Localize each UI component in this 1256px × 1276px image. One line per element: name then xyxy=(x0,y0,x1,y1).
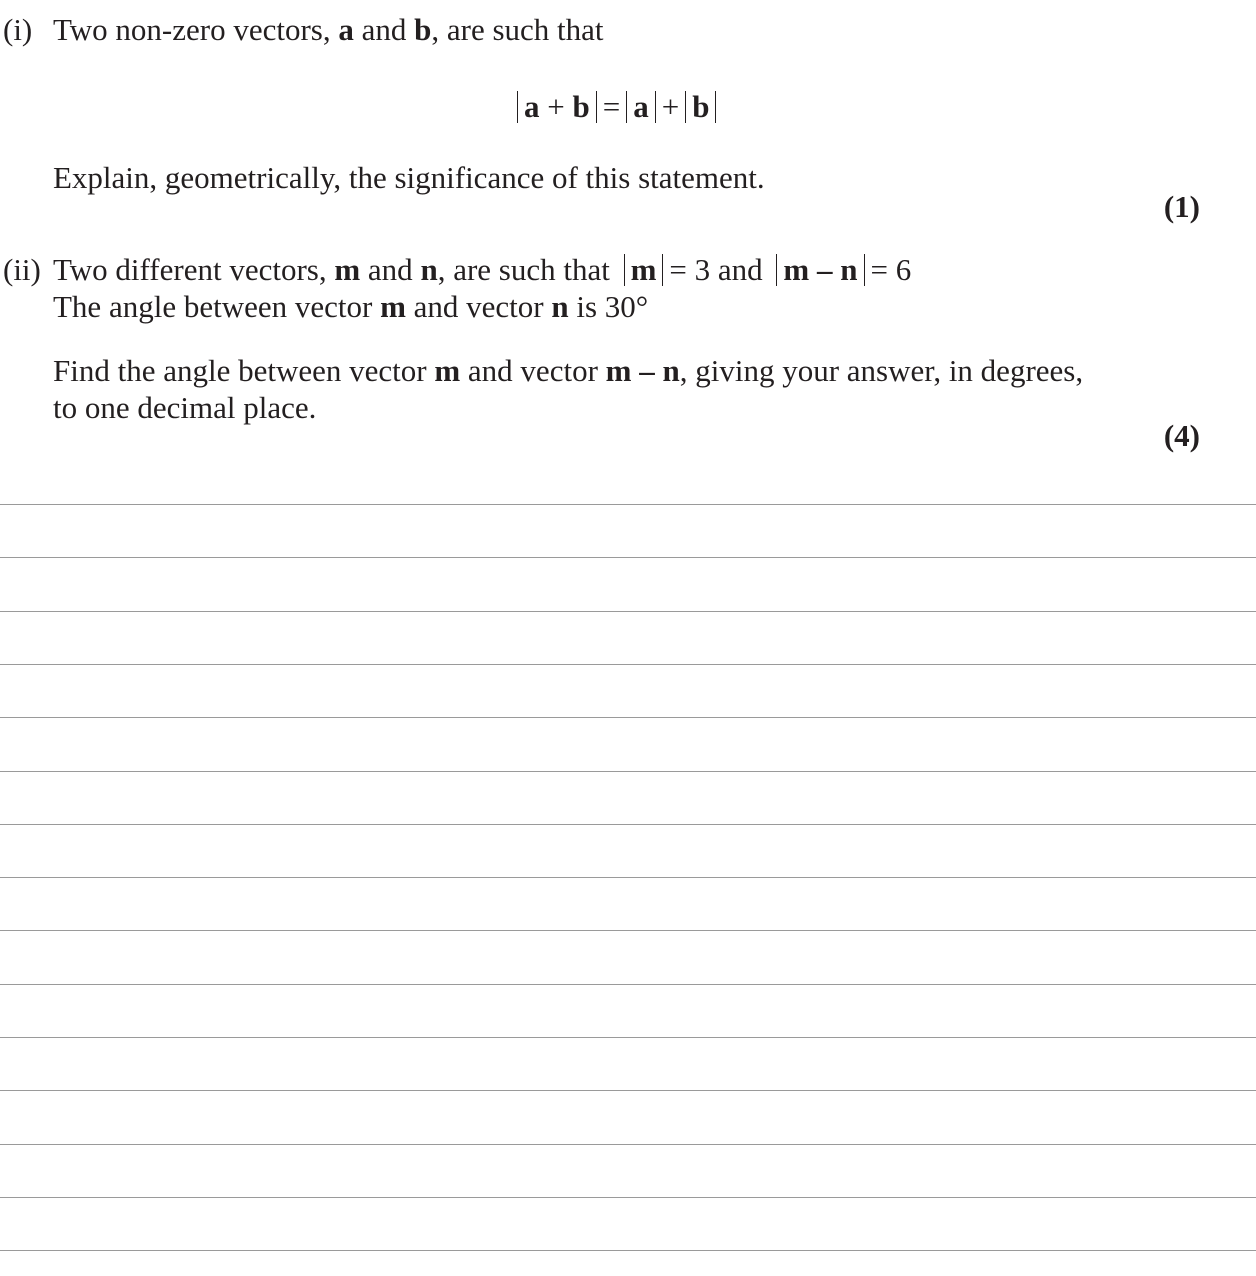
answer-line xyxy=(0,1250,1256,1251)
answer-line xyxy=(0,771,1256,772)
part-i-intro: Two non-zero vectors, a and b, are such that xyxy=(53,12,604,47)
equation: a + b = a + b xyxy=(511,88,722,125)
answer-line xyxy=(0,984,1256,985)
part-ii-line2: The angle between vector m and vector n is 30° xyxy=(53,289,649,324)
answer-line xyxy=(0,824,1256,825)
part-i-label: (i) xyxy=(3,12,33,47)
vector-a: a xyxy=(338,12,354,47)
answer-line xyxy=(0,930,1256,931)
answer-line xyxy=(0,1144,1256,1145)
part-ii-line1: Two different vectors, m and n, are such that m = 3 and m – n = 6 xyxy=(53,252,912,287)
answer-line xyxy=(0,557,1256,558)
answer-line xyxy=(0,504,1256,505)
answer-line xyxy=(0,1090,1256,1091)
part-ii-find: Find the angle between vector m and vector m – n, giving your answer, in degrees, xyxy=(53,353,1084,388)
vector-b: b xyxy=(414,12,432,47)
part-ii-marks: (4) xyxy=(1163,418,1200,453)
answer-line xyxy=(0,1197,1256,1198)
part-ii-find-line2: to one decimal place. xyxy=(53,390,317,425)
part-i-marks: (1) xyxy=(1163,189,1200,224)
answer-line xyxy=(0,664,1256,665)
answer-line xyxy=(0,1037,1256,1038)
answer-line xyxy=(0,877,1256,878)
answer-line xyxy=(0,717,1256,718)
part-i-instruction: Explain, geometrically, the significance of this statement. xyxy=(53,160,765,195)
part-ii-label: (ii) xyxy=(3,252,41,287)
answer-line xyxy=(0,611,1256,612)
